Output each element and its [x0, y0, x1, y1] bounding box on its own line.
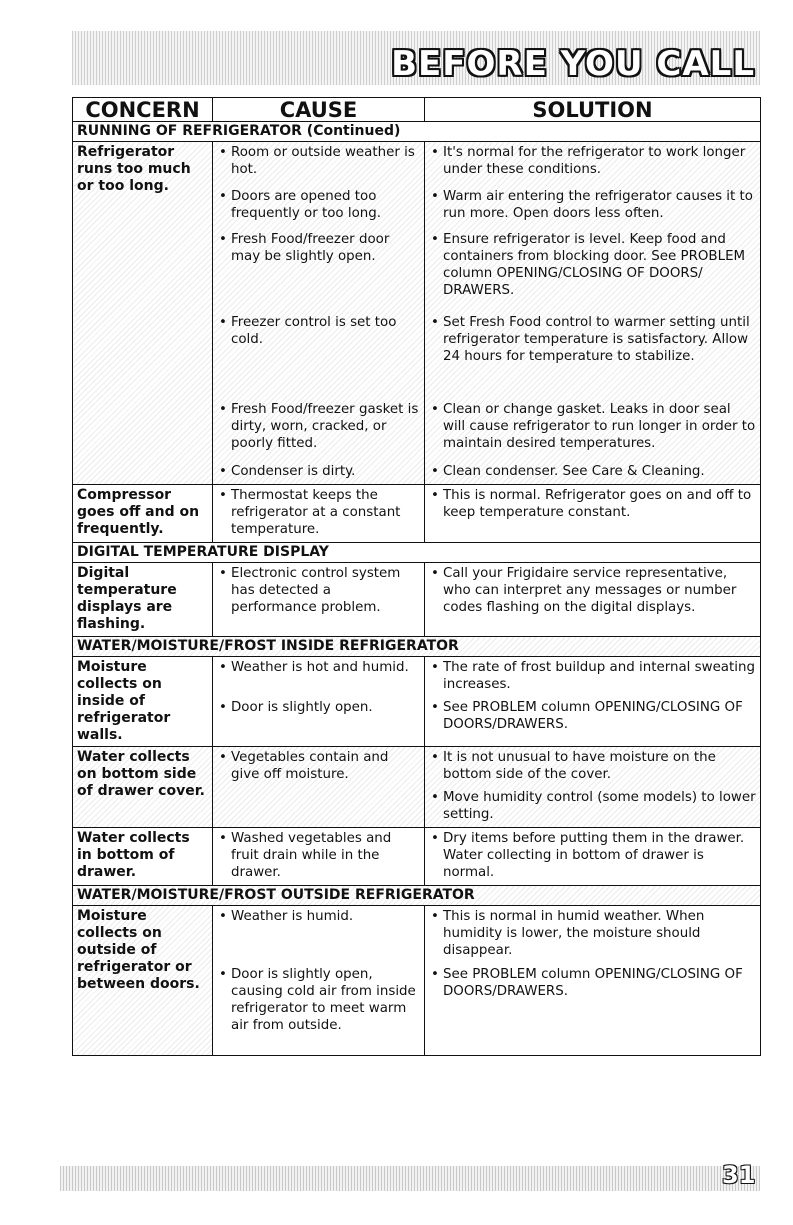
bullet-icon: • [219, 145, 227, 160]
solution-item: • Clean or change gasket. Leaks in door seal will cause refrigerator to run longer in order to maintain desired temperatures. [431, 402, 756, 451]
table-row [73, 563, 761, 637]
solution-cell [425, 563, 761, 637]
cause-item: • Condenser is dirty. [219, 464, 356, 479]
solution-item: • It's normal for the refrigerator to work longer under these conditions. [431, 145, 746, 177]
solution-item: • Move humidity control (some models) to lower setting. [431, 790, 756, 822]
cause-item: • Doors are opened too frequently or too long. [219, 189, 382, 221]
section-title: WATER/MOISTURE/FROST INSIDE REFRIGERATOR [73, 637, 761, 657]
bullet-icon: • [431, 909, 439, 924]
concern-cell: Digital temperature displays are flashing. [73, 563, 213, 637]
bullet-icon: • [219, 831, 227, 846]
solution-item: • See PROBLEM column OPENING/CLOSING OF DOORS/DRAWERS. [431, 967, 743, 999]
cause-item: • Fresh Food/freezer door may be slightly open. [219, 232, 390, 264]
bullet-icon: • [431, 967, 439, 982]
table-row [73, 828, 761, 886]
bullet-icon: • [431, 700, 439, 715]
solution-item: • It is not unusual to have moisture on the bottom side of the cover. [431, 750, 716, 782]
bullet-icon: • [219, 909, 227, 924]
cause-cell [213, 485, 425, 543]
cause-item: • Washed vegetables and fruit drain while in the drawer. [219, 831, 392, 880]
bullet-icon: • [431, 232, 439, 247]
bullet-icon: • [431, 189, 439, 204]
section-header-row [73, 122, 761, 142]
solution-cell [425, 657, 761, 747]
cause-item: • Room or outside weather is hot. [219, 145, 415, 177]
bullet-icon: • [431, 831, 439, 846]
solution-cell [425, 828, 761, 886]
bullet-icon: • [219, 700, 227, 715]
cause-cell [213, 747, 425, 828]
column-header-row [73, 98, 761, 122]
cause-item: • Weather is hot and humid. [219, 660, 409, 675]
solution-item: • Warm air entering the refrigerator causes it to run more. Open doors less often. [431, 189, 753, 221]
solution-item: • Ensure refrigerator is level. Keep food and containers from blocking door. See PROBLEM column OPENING/CLOSING OF DOORS/ DRAWERS. [431, 232, 746, 298]
concern-cell: Moisture collects on outside of refrigerator or between doors. [73, 906, 213, 1056]
bullet-icon: • [431, 660, 439, 675]
bullet-icon: • [219, 315, 227, 330]
concern-cell: Compressor goes off and on frequently. [73, 485, 213, 543]
cause-item: • Freezer control is set too cold. [219, 315, 397, 347]
solution-cell [425, 142, 761, 485]
concern-cell: Water collects on bottom side of drawer cover. [73, 747, 213, 828]
solution-item: • Clean condenser. See Care & Cleaning. [431, 464, 705, 479]
cause-cell [213, 563, 425, 637]
column-header-solution: SOLUTION [425, 98, 761, 122]
bullet-icon: • [431, 315, 439, 330]
table-row [73, 485, 761, 543]
solution-item: • Dry items before putting them in the drawer. Water collecting in bottom of drawer is normal. [431, 831, 745, 880]
section-header-row [73, 886, 761, 906]
table-row [73, 906, 761, 1056]
table-row [73, 657, 761, 747]
concern-cell: Moisture collects on inside of refrigerator walls. [73, 657, 213, 747]
cause-item: • Weather is humid. [219, 909, 354, 924]
page-number: 31 [722, 1161, 756, 1189]
solution-item: • The rate of frost buildup and internal sweating increases. [431, 660, 755, 692]
cause-item: • Vegetables contain and give off moisture. [219, 750, 389, 782]
bullet-icon: • [219, 660, 227, 675]
solution-item: • This is normal. Refrigerator goes on and off to keep temperature constant. [431, 488, 752, 520]
bullet-icon: • [219, 967, 227, 982]
column-header-cause: CAUSE [213, 98, 425, 122]
footer-band [60, 1166, 760, 1191]
solution-item: • Call your Frigidaire service representative, who can interpret any messages or number codes flashing on the digital displays. [431, 566, 737, 615]
bullet-icon: • [431, 145, 439, 160]
table-row [73, 747, 761, 828]
cause-item: • Door is slightly open, causing cold air from inside refrigerator to meet warm air from outside. [219, 967, 416, 1033]
column-header-concern: CONCERN [73, 98, 213, 122]
bullet-icon: • [431, 566, 439, 581]
cause-item: • Thermostat keeps the refrigerator at a constant temperature. [219, 488, 401, 537]
bullet-icon: • [219, 232, 227, 247]
bullet-icon: • [431, 488, 439, 503]
troubleshooting-table [72, 97, 761, 1056]
solution-cell [425, 747, 761, 828]
bullet-icon: • [431, 464, 439, 479]
solution-item: • This is normal in humid weather. When humidity is lower, the moisture should disappear. [431, 909, 705, 958]
cause-item: • Door is slightly open. [219, 700, 373, 715]
cause-item: • Electronic control system has detected a performance problem. [219, 566, 401, 615]
cause-cell [213, 906, 425, 1056]
cause-cell [213, 142, 425, 485]
section-header-row [73, 543, 761, 563]
bullet-icon: • [431, 790, 439, 805]
solution-cell [425, 485, 761, 543]
concern-cell: Water collects in bottom of drawer. [73, 828, 213, 886]
cause-item: • Fresh Food/freezer gasket is dirty, worn, cracked, or poorly fitted. [219, 402, 419, 451]
section-header-row [73, 637, 761, 657]
bullet-icon: • [219, 488, 227, 503]
bullet-icon: • [219, 189, 227, 204]
cause-cell [213, 828, 425, 886]
bullet-icon: • [219, 750, 227, 765]
table-row [73, 142, 761, 485]
solution-item: • Set Fresh Food control to warmer setting until refrigerator temperature is satisfactory. Allow 24 hours for temperature to stabilize. [431, 315, 750, 364]
concern-cell: Refrigerator runs too much or too long. [73, 142, 213, 485]
bullet-icon: • [431, 750, 439, 765]
solution-item: • See PROBLEM column OPENING/CLOSING OF DOORS/DRAWERS. [431, 700, 743, 732]
section-title: RUNNING OF REFRIGERATOR (Continued) [73, 122, 761, 142]
cause-cell [213, 657, 425, 747]
section-title: WATER/MOISTURE/FROST OUTSIDE REFRIGERATOR [73, 886, 761, 906]
bullet-icon: • [431, 402, 439, 417]
bullet-icon: • [219, 464, 227, 479]
section-title: DIGITAL TEMPERATURE DISPLAY [73, 543, 761, 563]
solution-cell [425, 906, 761, 1056]
bullet-icon: • [219, 566, 227, 581]
bullet-icon: • [219, 402, 227, 417]
page-title: BEFORE YOU CALL [391, 44, 755, 84]
